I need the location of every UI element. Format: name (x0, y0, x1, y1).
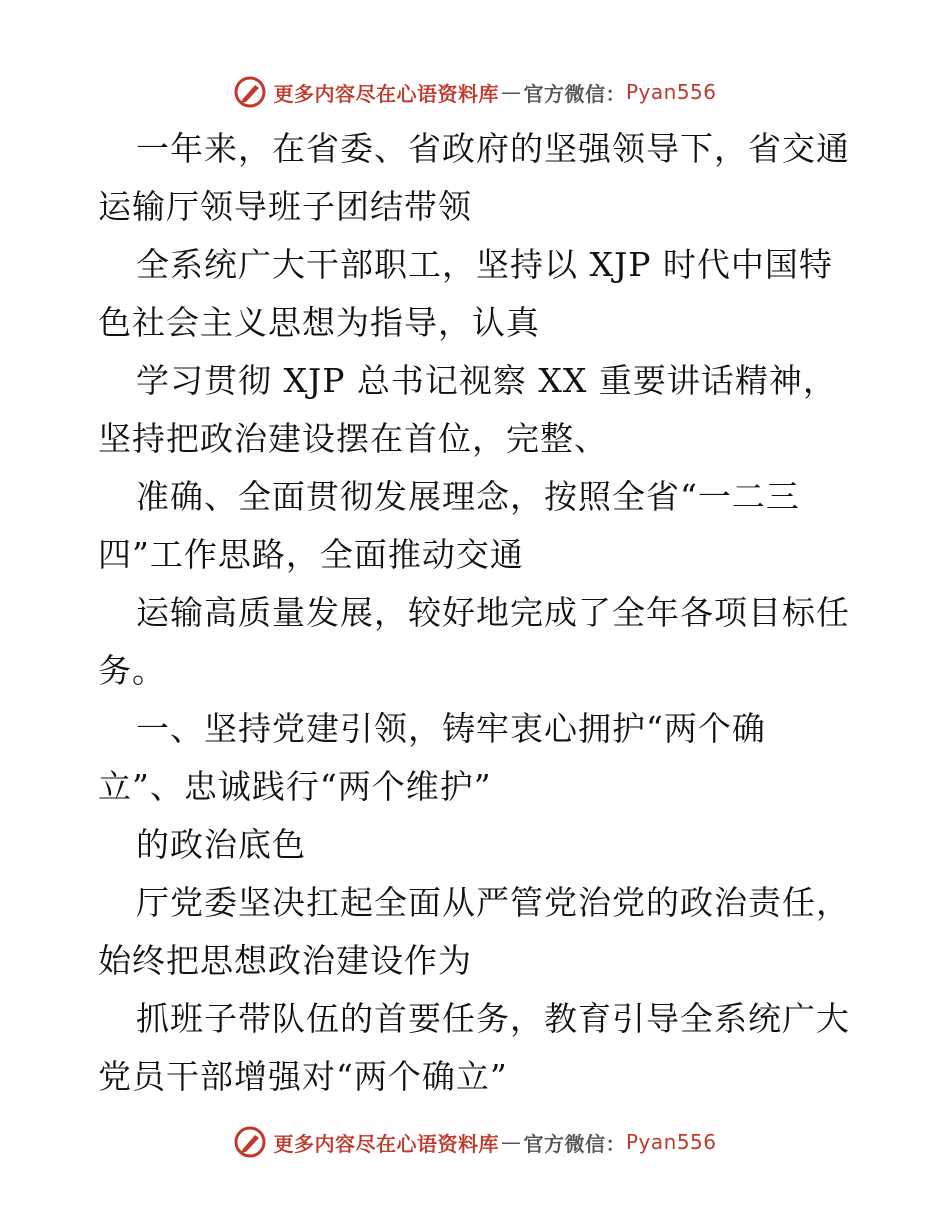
watermark-main-text: 更多内容尽在心语资料库 (273, 81, 499, 106)
text-line: 全系统广大干部职工，坚持以 XJP 时代中国特 (136, 245, 833, 284)
header-watermark (0, 70, 950, 114)
text-line: 抓班子带队伍的首要任务，教育引导全系统广大 (136, 999, 850, 1038)
document-body (98, 120, 868, 1106)
text-line: 色社会主义思想为指导，认真 (98, 303, 540, 342)
watermark-wechat-id: Pyan556 (625, 1130, 717, 1154)
text-line: 一年来，在省委、省政府的坚强领导下，省交通 (136, 129, 850, 168)
text-line: 党员干部增强对“两个确立” (98, 1057, 508, 1096)
footer-watermark (0, 1120, 950, 1164)
watermark-label: 官方微信： (523, 1131, 626, 1156)
text-line: 四”工作思路，全面推动交通 (98, 535, 524, 574)
text-line: 运输高质量发展，较好地完成了全年各项目标任 (136, 593, 850, 632)
text-line: 立”、忠诚践行“两个维护” (98, 767, 492, 806)
watermark-main-text: 更多内容尽在心语资料库 (273, 1131, 499, 1156)
text-line: 准确、全面贯彻发展理念，按照全省“一二三 (136, 477, 800, 516)
text-line: 始终把思想政治建设作为 (98, 941, 472, 980)
text-line: 一、坚持党建引领，铸牢衷心拥护“两个确 (136, 709, 766, 748)
watermark-separator: — (500, 80, 522, 104)
text-line: 厅党委坚决扛起全面从严管党治党的政治责任， (136, 883, 850, 922)
text-line: 的政治底色 (136, 825, 306, 864)
text-line: 学习贯彻 XJP 总书记视察 XX 重要讲话精神， (136, 361, 837, 400)
text-line: 务。 (98, 651, 166, 690)
watermark-wechat-id: Pyan556 (625, 80, 717, 104)
watermark-label: 官方微信： (523, 81, 626, 106)
watermark-separator: — (500, 1130, 522, 1154)
text-line: 运输厅领导班子团结带领 (98, 187, 472, 226)
quill-pen-logo-icon (233, 75, 267, 109)
text-line: 坚持把政治建设摆在首位，完整、 (98, 419, 608, 458)
quill-pen-logo-icon (233, 1125, 267, 1159)
